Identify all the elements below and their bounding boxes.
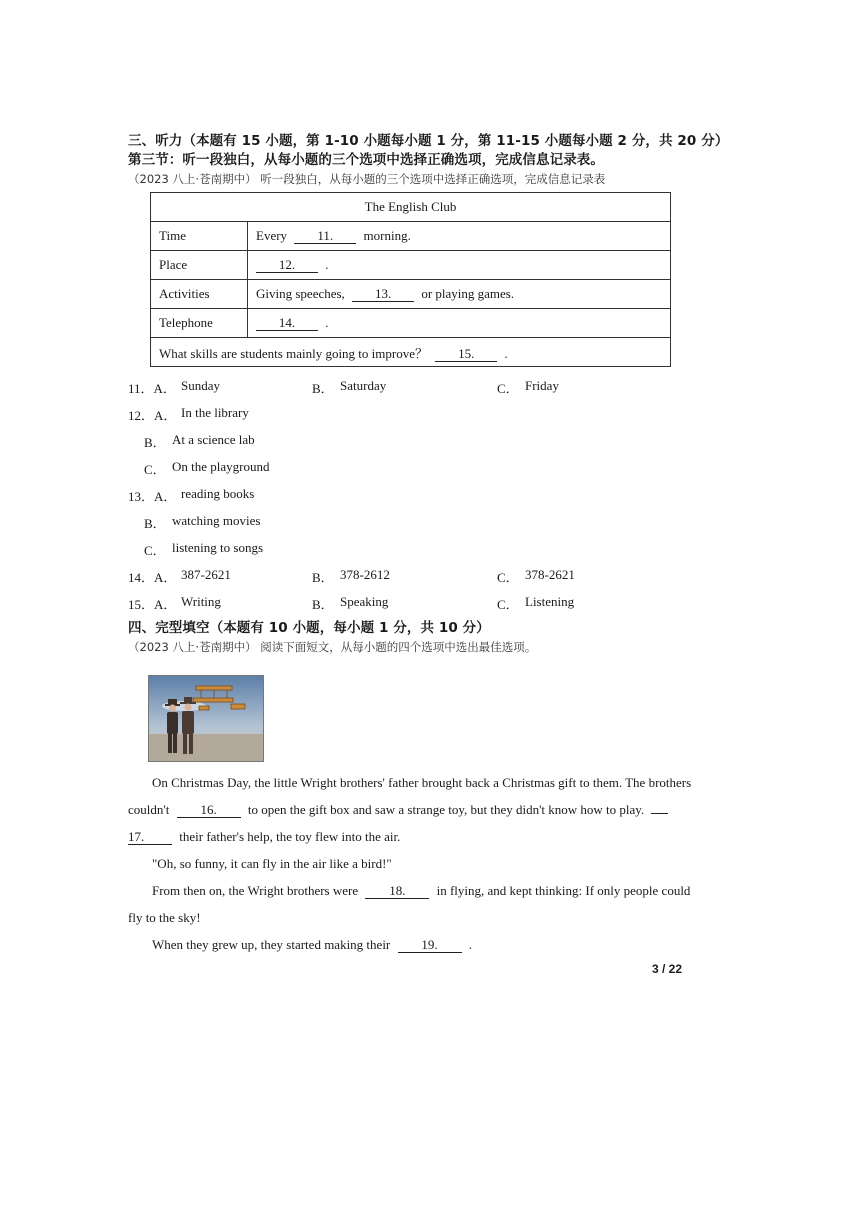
option-letter: A． — [154, 570, 177, 585]
answer-blank[interactable]: 16. — [177, 803, 241, 818]
option-letter: A． — [154, 408, 177, 423]
english-club-table — [150, 192, 671, 367]
question-15 — [128, 594, 176, 613]
passage-line: fly to the sky! — [128, 910, 201, 925]
answer-blank[interactable]: 11. — [294, 229, 356, 244]
section4-heading: 四、完型填空（本题有 10 小题，每小题 1 分，共 10 分） — [128, 620, 490, 636]
option-a[interactable]: In the library — [181, 405, 249, 420]
option-a[interactable]: Writing — [181, 594, 221, 609]
option-c-letter: C． — [497, 570, 519, 585]
answer-blank-start — [651, 813, 668, 814]
table-row — [151, 222, 671, 251]
answer-blank[interactable]: 17. — [128, 830, 172, 845]
question-11 — [128, 378, 176, 397]
option-c-letter: C． — [497, 597, 519, 612]
passage-text: their father's help, the toy flew into the air. — [179, 829, 401, 844]
row-text: Every — [256, 228, 288, 243]
row-text: What skills are students mainly going to improve？ — [159, 345, 428, 361]
answer-blank[interactable]: 19. — [398, 938, 462, 953]
row-label: Time — [151, 222, 248, 251]
table-row — [151, 309, 671, 338]
option-b-letter: B． — [312, 381, 334, 396]
option-c[interactable]: 378-2621 — [525, 567, 575, 582]
question-number: 12． — [128, 408, 155, 423]
passage-text: From then on, the Wright brothers were — [152, 883, 359, 898]
question-12 — [128, 405, 176, 424]
row-label: Telephone — [151, 309, 248, 338]
section3-source: （2023 八上·苍南期中） 听一段独白，从每小题的三个选项中选择正确选项，完成信息记录表 — [128, 172, 606, 186]
table-row — [151, 251, 671, 280]
row-text: Giving speeches, — [256, 286, 345, 301]
section4-source: （2023 八上·苍南期中） 阅读下面短文，从每小题的四个选项中选出最佳选项。 — [128, 640, 537, 654]
wright-brothers-image — [148, 675, 264, 762]
row-value — [248, 309, 671, 338]
option-b-letter: B． — [144, 435, 166, 450]
passage-text: When they grew up, they started making their — [152, 937, 391, 952]
row-text: . — [504, 345, 508, 361]
option-b-letter: B． — [312, 597, 334, 612]
option-c[interactable]: Friday — [525, 378, 559, 393]
question-number: 13． — [128, 489, 155, 504]
option-c-letter: C． — [497, 381, 519, 396]
option-c-letter: C． — [144, 543, 166, 558]
row-text: morning. — [363, 228, 411, 243]
option-b[interactable]: 378-2612 — [340, 567, 390, 582]
option-c[interactable]: On the playground — [172, 459, 270, 474]
passage-line: On Christmas Day, the little Wright brothers' father brought back a Christmas gift to them. The brothers — [152, 775, 692, 790]
question-number: 11． — [128, 381, 154, 396]
section3-subheading: 第三节：听一段独白，从每小题的三个选项中选择正确选项，完成信息记录表。 — [128, 152, 604, 168]
passage-line: "Oh, so funny, it can fly in the air like a bird!" — [152, 856, 392, 871]
passage-line — [152, 937, 472, 953]
option-c-letter: C． — [144, 462, 166, 477]
option-b[interactable]: Speaking — [340, 594, 389, 609]
passage-text: in flying, and kept thinking: If only people could — [436, 883, 691, 898]
answer-blank[interactable]: 15. — [435, 347, 497, 362]
option-letter: A． — [154, 597, 177, 612]
option-a[interactable]: Sunday — [181, 378, 220, 393]
wright-brothers-illustration — [149, 676, 263, 761]
row-text: . — [325, 257, 329, 272]
option-b[interactable]: At a science lab — [172, 432, 255, 447]
table-row — [151, 280, 671, 309]
row-value — [151, 338, 671, 367]
passage-line — [128, 802, 668, 818]
option-c[interactable]: listening to songs — [172, 540, 264, 555]
answer-blank[interactable]: 12. — [256, 258, 318, 273]
row-label: Place — [151, 251, 248, 280]
answer-blank[interactable]: 18. — [365, 884, 429, 899]
row-value — [248, 280, 671, 309]
passage-text: couldn't — [128, 802, 170, 817]
page-number: 3 / 22 — [652, 962, 683, 976]
answer-blank[interactable]: 13. — [352, 287, 414, 302]
option-c[interactable]: Listening — [525, 594, 575, 609]
option-letter: A． — [154, 489, 177, 504]
option-b[interactable]: Saturday — [340, 378, 387, 393]
question-number: 15． — [128, 597, 155, 612]
row-value — [248, 251, 671, 280]
row-text: . — [325, 315, 329, 330]
option-a[interactable]: reading books — [181, 486, 255, 501]
passage-text: to open the gift box and saw a strange toy, but they didn't know how to play. — [247, 802, 645, 817]
answer-blank[interactable]: 14. — [256, 316, 318, 331]
passage-line — [128, 829, 400, 845]
option-letter: A． — [153, 381, 176, 396]
row-text: or playing games. — [421, 286, 515, 301]
passage-text: . — [468, 937, 473, 952]
option-b-letter: B． — [144, 516, 166, 531]
passage-line — [152, 883, 690, 899]
question-number: 14． — [128, 570, 155, 585]
question-13 — [128, 486, 176, 505]
table-title: The English Club — [151, 193, 671, 222]
option-a[interactable]: 387-2621 — [181, 567, 231, 582]
question-14 — [128, 567, 176, 586]
option-b-letter: B． — [312, 570, 334, 585]
section3-heading: 三、听力（本题有 15 小题，第 1-10 小题每小题 1 分，第 11-15 小题每小题 2 分，共 20 分） — [128, 133, 729, 149]
row-value — [248, 222, 671, 251]
option-b[interactable]: watching movies — [172, 513, 261, 528]
row-label: Activities — [151, 280, 248, 309]
table-row — [151, 338, 671, 367]
